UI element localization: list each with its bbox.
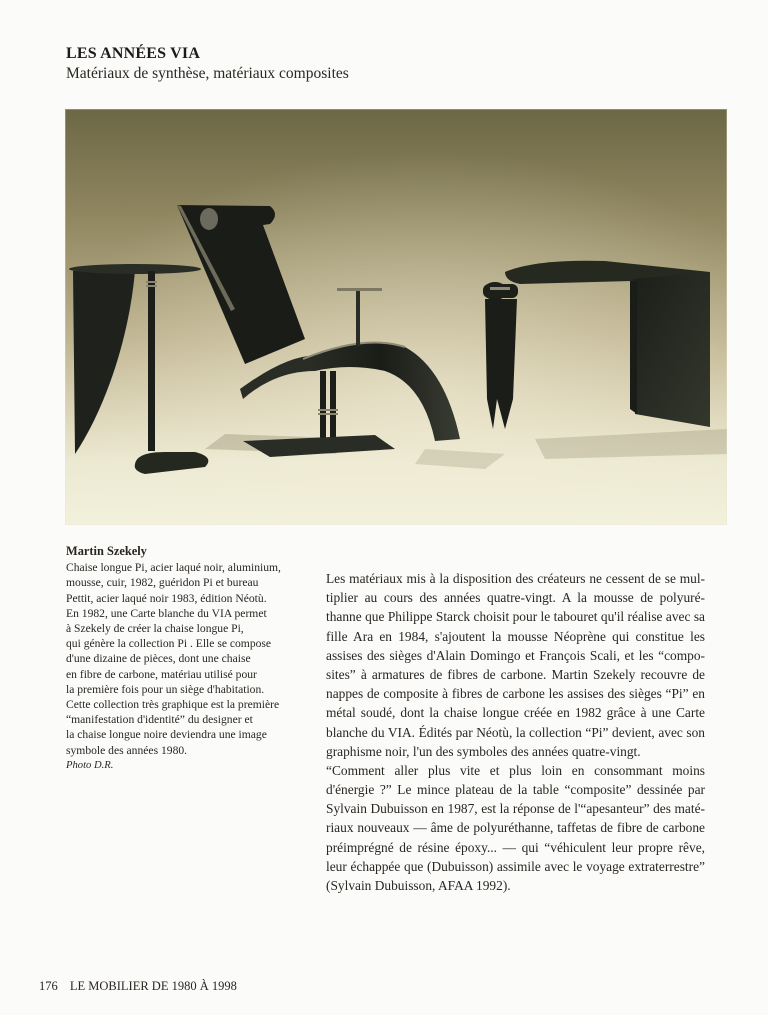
caption-line: mousse, cuir, 1982, guéridon Pi et bureau [66,576,259,590]
body-line: riaux nouveaux — âme de polyuréthanne, taffetas de fibre de carbone [326,820,705,836]
body-line: tiplier au cours des années quatre-vingt. A la mousse de polyuré- [326,590,705,606]
caption-line: Chaise longue Pi, acier laqué noir, aluminium, [66,561,281,575]
body-line: Les matériaux mis à la disposition des créateurs ne cessent de se mul- [326,571,705,586]
body-line: “Comment aller plus vite et plus loin en consommant moins [326,762,705,778]
page-header [66,45,349,84]
caption-line: à Szekely de créer la chaise longue Pi, [66,622,244,636]
page-footer [39,979,237,994]
caption-line: “manifestation d'identité” du designer et [66,713,253,727]
body-line: assises des sièges d'Alain Domingo et François Scali, et les “compo- [326,647,705,663]
body-line: sites” à armatures de fibres de carbone. Martin Szekely recouvre de [326,666,705,682]
body-line: thanne que Philippe Starck choisit pour le tabouret qu'il réalise avec sa [326,609,705,625]
caption-line: d'une dizaine de pièces, dont une chaise [66,652,251,666]
caption-author: Martin Szekely [66,544,147,558]
body-line: métal soudé, dont la chaise longue créée en 1982 grâce à une Carte [326,705,705,721]
body-line: d'énergie ?” Le mince plateau de la table “composite” dessinée par [326,782,705,798]
caption-line: la chaise longue noire deviendra une image [66,728,267,742]
body-line: leur échappée que (Dubuisson) assimile avec le voyage extraterrestre” [326,858,705,874]
caption-line: symbole des années 1980. [66,743,188,757]
body-line: nappes de composite à fibres de carbone les assises des sièges “Pi” en [326,686,705,702]
caption-line: En 1982, une Carte blanche du VIA permet [66,606,267,620]
caption-line: la première fois pour un siège d'habitation. [66,682,265,696]
body-line: préimprégné de résine époxy... — qui “véhiculent leur propre rêve, [326,839,705,855]
caption-line: qui génère la collection Pi . Elle se compose [66,637,272,651]
furniture-photo [65,109,727,525]
photo-caption [66,544,316,773]
body-line: fille Ara en 1984, s'ajoutent la mousse Néoprène qui constitue les [326,628,705,644]
body-line: Sylvain Dubuisson en 1987, est la réponse de l'“apesanteur” des maté- [326,801,705,817]
section-subtitle: Matériaux de synthèse, matériaux composites [66,65,349,82]
caption-line: en fibre de carbone, matériau utilisé pour [66,667,257,681]
body-line: graphisme noir, l'un des symboles des années quatre-vingt. [326,743,641,759]
page-number: 176 [39,979,58,993]
photo-credit: Photo D.R. [66,759,114,771]
body-text [326,569,705,895]
caption-line: Cette collection très graphique est la première [66,698,280,712]
running-title: LE MOBILIER DE 1980 À 1998 [69,979,237,993]
section-title: LES ANNÉES VIA [66,45,201,62]
caption-line: Pettit, acier laqué noir 1983, édition Néotù. [66,591,267,605]
body-line: (Sylvain Dubuisson, AFAA 1992). [326,878,511,893]
body-line: blanche du VIA. Édités par Néotù, la collection “Pi” devient, avec son [326,724,705,740]
